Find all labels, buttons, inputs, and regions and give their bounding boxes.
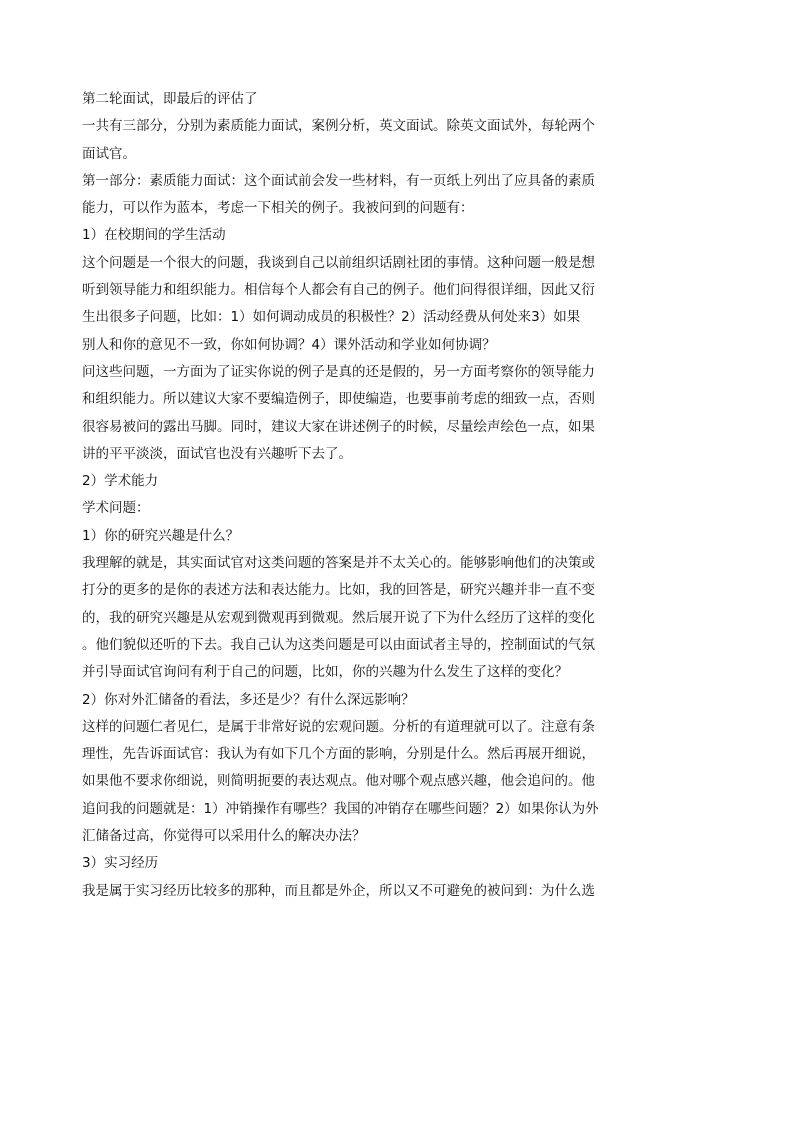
- text-line: 和组织能力。所以建议大家不要编造例子，即使编造，也要事前考虑的细致一点，否则: [82, 391, 595, 408]
- text-line: 汇储备过高，你觉得可以采用什么的解决办法？: [82, 828, 366, 845]
- text-line: 别人和你的意见不一致，你如何协调？4）课外活动和学业如何协调？: [82, 336, 496, 353]
- text-line: 讲的平平淡淡，面试官也没有兴趣听下去了。: [82, 445, 352, 462]
- section-heading: 2）学术能力: [82, 473, 159, 490]
- text-line: 我是属于实习经历比较多的那种，而且都是外企，所以又不可避免的被问到：为什么选: [82, 882, 595, 899]
- section-heading: 1）在校期间的学生活动: [82, 227, 226, 244]
- text-line: 一共有三部分，分别为素质能力面试，案例分析，英文面试。除英文面试外，每轮两个: [82, 118, 595, 135]
- text-line: 如果他不要求你细说，则简明扼要的表达观点。他对哪个观点感兴趣，他会追问的。他: [82, 773, 595, 790]
- section-heading: 3）实习经历: [82, 855, 159, 872]
- text-line: 追问我的问题就是：1）冲销操作有哪些？我国的冲销存在哪些问题？2）如果你认为外: [82, 800, 599, 817]
- text-line: 生出很多子问题，比如：1）如何调动成员的积极性？2）活动经费从何处来3）如果: [82, 309, 581, 326]
- text-line: 面试官。: [82, 145, 136, 162]
- text-line: 的，我的研究兴趣是从宏观到微观再到微观。然后展开说了下为什么经历了这样的变化: [82, 609, 595, 626]
- text-line: 第二轮面试，即最后的评估了: [82, 91, 258, 107]
- text-line: 我理解的就是，其实面试官对这类问题的答案是并不太关心的。能够影响他们的决策或: [82, 555, 595, 572]
- text-line: 学术问题：: [82, 500, 150, 517]
- document-page: [82, 86, 718, 905]
- text-line: 并引导面试官询问有利于自己的问题，比如，你的兴趣为什么发生了这样的变化？: [82, 664, 568, 681]
- text-line: 这样的问题仁者见仁，是属于非常好说的宏观问题。分析的有道理就可以了。注意有条: [82, 718, 595, 735]
- text-line: 这个问题是一个很大的问题，我谈到自己以前组织话剧社团的事情。这种问题一般是想: [82, 254, 595, 271]
- text-line: 理性，先告诉面试官：我认为有如下几个方面的影响，分别是什么。然后再展开细说，: [82, 746, 595, 763]
- text-line: 听到领导能力和组织能力。相信每个人都会有自己的例子。他们问得很详细，因此又衍: [82, 282, 595, 299]
- text-line: 很容易被问的露出马脚。同时，建议大家在讲述例子的时候，尽量绘声绘色一点，如果: [82, 418, 595, 435]
- text-line: 第一部分：素质能力面试：这个面试前会发一些材料，有一页纸上列出了应具备的素质: [82, 172, 595, 189]
- text-line: 能力，可以作为蓝本，考虑一下相关的例子。我被问到的问题有：: [82, 200, 474, 217]
- text-line: 问这些问题，一方面为了证实你说的例子是真的还是假的，另一方面考察你的领导能力: [82, 363, 595, 380]
- question-line: 2）你对外汇储备的看法，多还是少？有什么深远影响？: [82, 691, 415, 708]
- text-line: 。他们貌似还听的下去。我自己认为这类问题是可以由面试者主导的，控制面试的气氛: [82, 636, 595, 653]
- text-line: 打分的更多的是你的表述方法和表达能力。比如，我的回答是，研究兴趣并非一直不变: [82, 582, 595, 599]
- question-line: 1）你的研究兴趣是什么？: [82, 527, 240, 544]
